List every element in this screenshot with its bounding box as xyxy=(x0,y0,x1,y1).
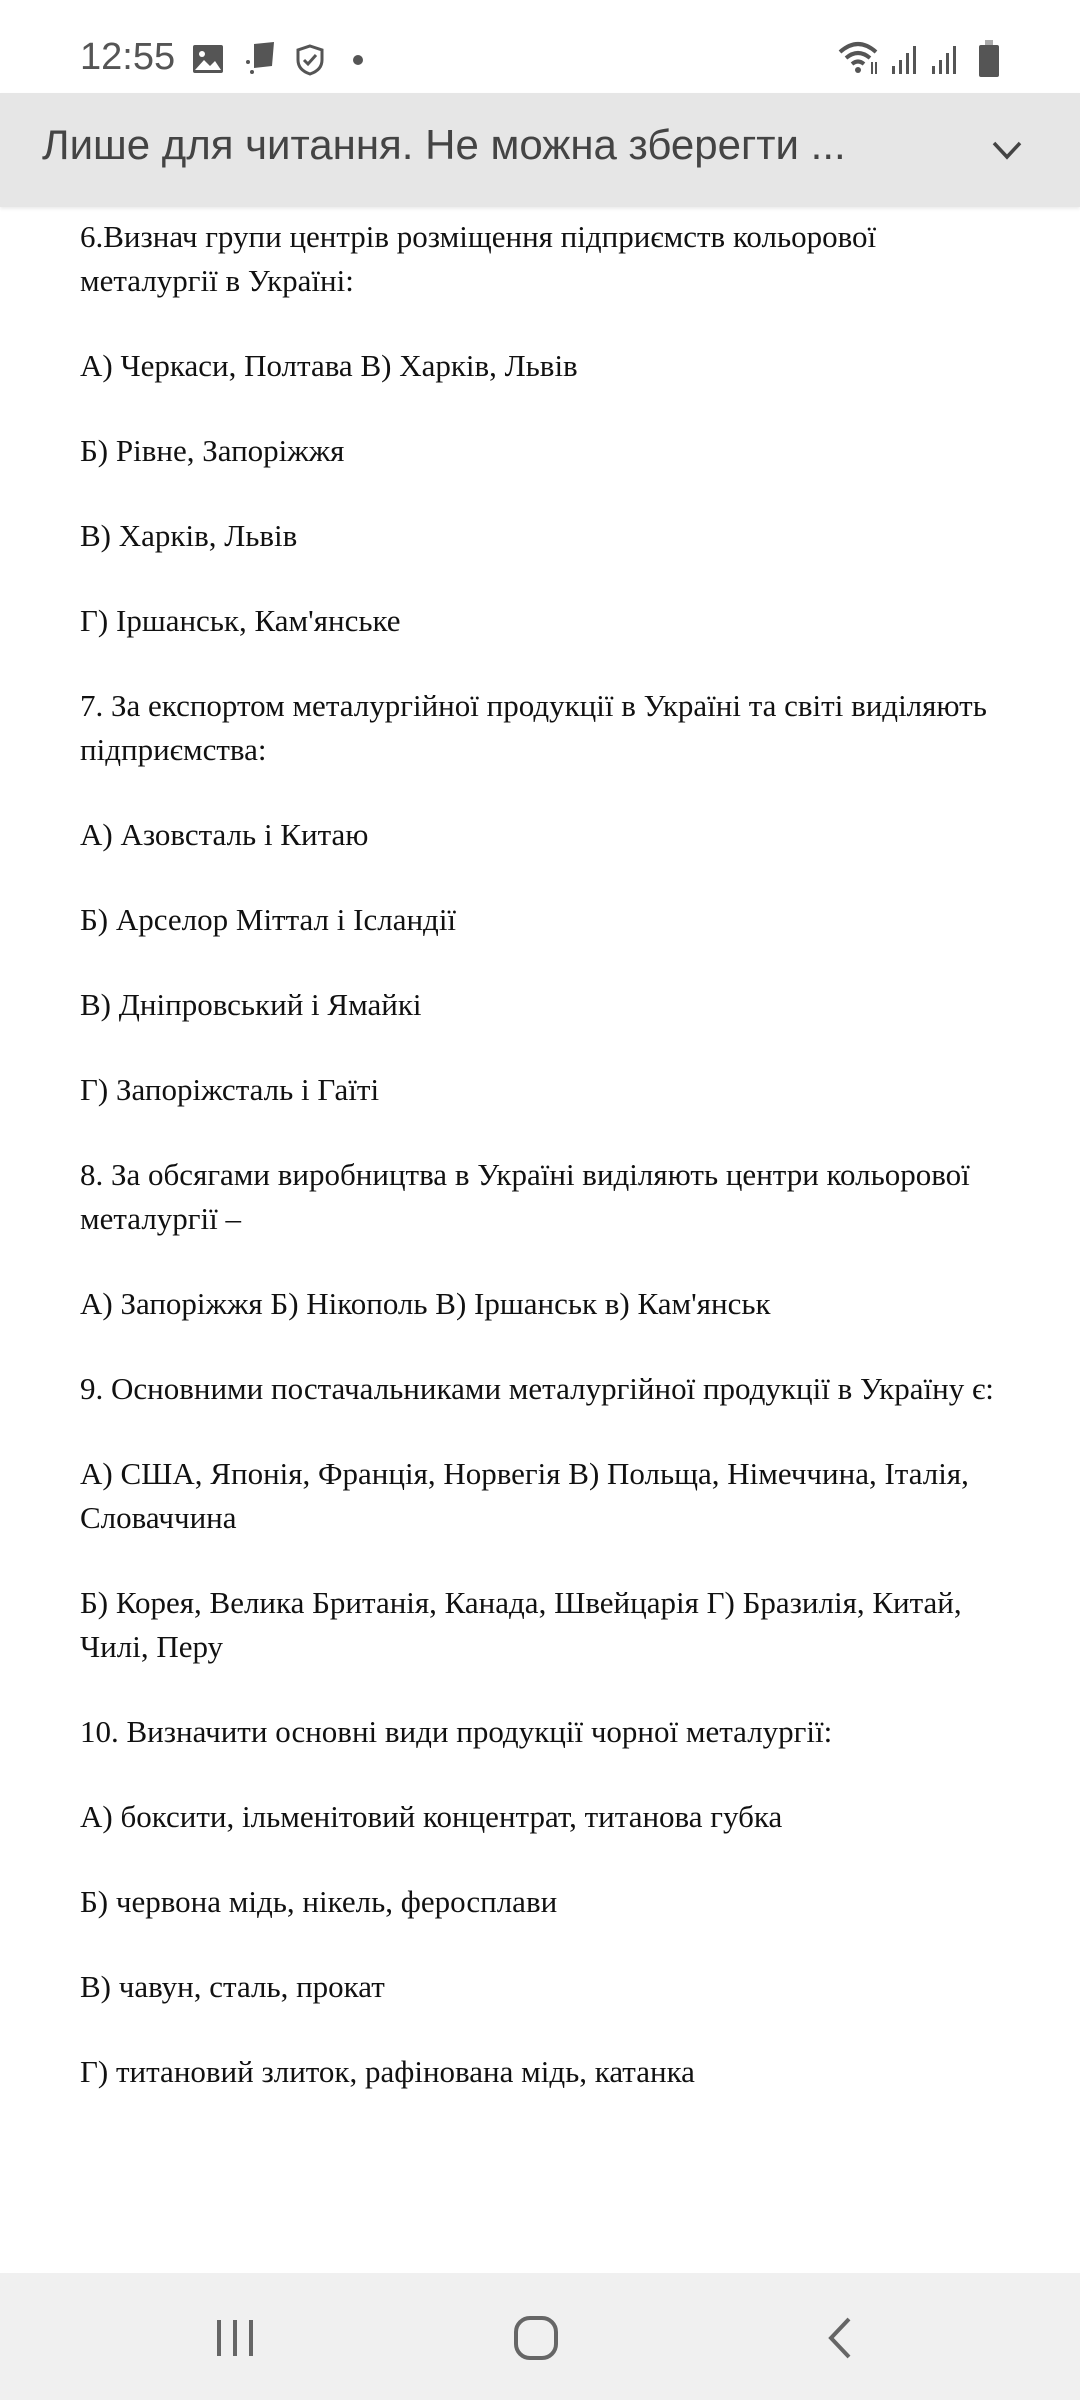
question-text: 8. За обсягами виробництва в Україні виділяють центри кольорової металургії – xyxy=(80,1157,970,1236)
status-time: 12:55 xyxy=(80,36,176,78)
chevron-down-icon[interactable] xyxy=(990,133,1024,167)
question-text: 6.Визнач групи центрів розміщення підприємств кольорової металургії в Україні: xyxy=(80,219,877,298)
read-only-banner[interactable] xyxy=(0,93,1080,207)
home-button[interactable] xyxy=(496,2303,576,2373)
answer-option: В) Дніпровський і Ямайкі xyxy=(80,987,422,1022)
shield-check-icon xyxy=(296,44,324,76)
banner-title: Лише для читання. Не можна зберегти ... xyxy=(42,121,846,168)
bixby-icon xyxy=(242,40,278,76)
answer-option: Б) червона мідь, нікель, феросплави xyxy=(80,1884,558,1919)
answer-option: В) Харків, Львів xyxy=(80,518,298,553)
document-content xyxy=(80,215,1020,2135)
answer-option: А) Запоріжжя Б) Нікополь В) Іршанськ в) Кам'янськ xyxy=(80,1286,771,1321)
answer-option: А) боксити, ільменітовий концентрат, титанова губка xyxy=(80,1799,783,1834)
answer-option: Б) Рівне, Запоріжжя xyxy=(80,433,345,468)
answer-option: Б) Арселор Міттал і Ісландії xyxy=(80,902,457,937)
answer-option: Г) Запоріжсталь і Гаїті xyxy=(80,1072,380,1107)
answer-option: А) Азовсталь і Китаю xyxy=(80,817,369,852)
back-icon xyxy=(825,2316,855,2360)
back-button[interactable] xyxy=(800,2303,880,2373)
recent-apps-icon xyxy=(213,2318,257,2358)
recent-apps-button[interactable] xyxy=(195,2303,275,2373)
image-icon xyxy=(192,44,224,74)
question-text: 7. За експортом металургійної продукції в Україні та світі виділяють підприємства: xyxy=(80,688,987,767)
status-bar xyxy=(0,0,1080,92)
signal-icon xyxy=(930,44,960,76)
home-icon xyxy=(513,2315,559,2361)
signal-icon xyxy=(890,44,920,76)
wifi-icon xyxy=(838,40,882,76)
answer-option: А) США, Японія, Франція, Норвегія В) Польща, Німеччина, Італія, Словаччина xyxy=(80,1456,969,1535)
answer-option: А) Черкаси, Полтава В) Харків, Львів xyxy=(80,348,578,383)
battery-icon xyxy=(978,40,1000,78)
question-text: 9. Основними постачальниками металургійної продукції в Україну є: xyxy=(80,1371,994,1406)
dot-icon xyxy=(352,54,364,66)
answer-option: Г) Іршанськ, Кам'янське xyxy=(80,603,401,638)
answer-option: В) чавун, сталь, прокат xyxy=(80,1969,385,2004)
answer-option: Г) титановий злиток, рафінована мідь, катанка xyxy=(80,2054,695,2089)
question-text: 10. Визначити основні види продукції чорної металургії: xyxy=(80,1714,833,1749)
answer-option: Б) Корея, Велика Британія, Канада, Швейцарія Г) Бразилія, Китай, Чилі, Перу xyxy=(80,1585,962,1664)
navigation-bar xyxy=(0,2273,1080,2400)
